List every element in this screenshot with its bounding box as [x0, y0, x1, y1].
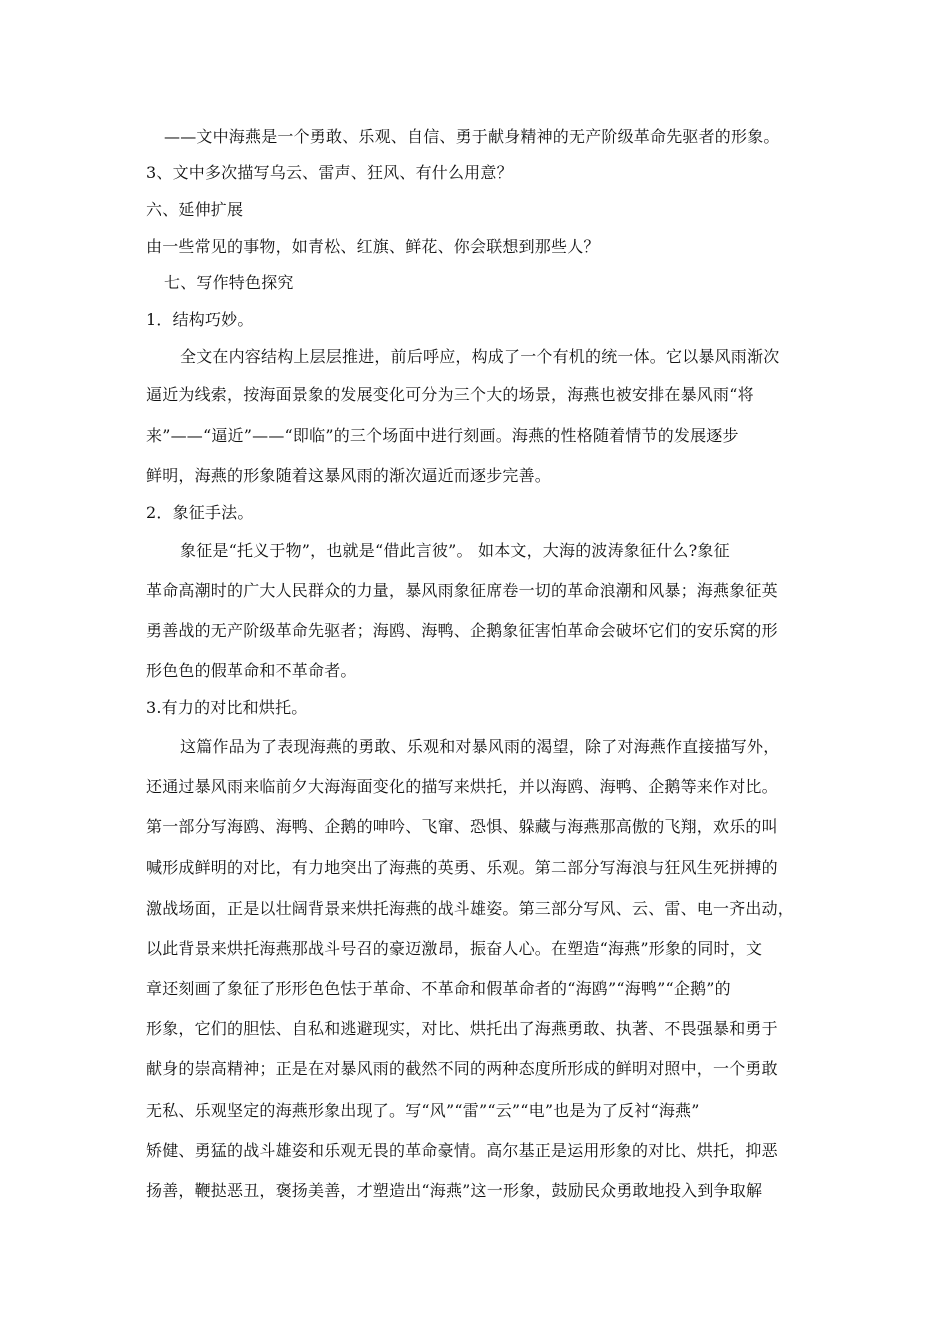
question-line: 3、文中多次描写乌云、雷声、狂风、有什么用意？ — [146, 163, 513, 182]
text-line: 由一些常见的事物，如青松、红旗、鲜花、你会联想到那些人？ — [146, 237, 600, 256]
subheading: 2．象征手法。 — [146, 503, 254, 522]
paragraph-line: 还通过暴风雨来临前夕大海海面变化的描写来烘托，并以海鸥、海鸭、企鹅等来作对比。 — [146, 777, 778, 796]
paragraph-line: 全文在内容结构上层层推进，前后呼应，构成了一个有机的统一体。它以暴风雨渐次 — [180, 347, 780, 366]
paragraph-line: 无私、乐观坚定的海燕形象出现了。写“风”“雷”“云”“电”也是为了反衬“海燕” — [146, 1101, 700, 1120]
paragraph-line: 形色色的假革命和不革命者。 — [146, 661, 357, 680]
section-heading: 六、延伸扩展 — [146, 200, 244, 219]
paragraph-line: 以此背景来烘托海燕那战斗号召的豪迈激昂，振奋人心。在塑造“海燕”形象的同时，文 — [146, 939, 763, 958]
paragraph-line: 扬善，鞭挞恶丑，褒扬美善，才塑造出“海燕”这一形象，鼓励民众勇敢地投入到争取解 — [146, 1181, 763, 1200]
paragraph-line: 激战场面，正是以壮阔背景来烘托海燕的战斗雄姿。第三部分写风、云、雷、电一齐出动， — [146, 899, 795, 918]
section-heading: 七、写作特色探究 — [164, 273, 294, 292]
paragraph-line: 逼近为线索，按海面景象的发展变化可分为三个大的场景，海燕也被安排在暴风雨“将 — [146, 385, 754, 404]
paragraph-line: 献身的崇高精神；正是在对暴风雨的截然不同的两种态度所形成的鲜明对照中，一个勇敢 — [146, 1059, 778, 1078]
subheading: 3.有力的对比和烘托。 — [146, 698, 308, 717]
paragraph-line: 鲜明，海燕的形象随着这暴风雨的渐次逼近而逐步完善。 — [146, 466, 552, 485]
paragraph-line: 矫健、勇猛的战斗雄姿和乐观无畏的革命豪情。高尔基正是运用形象的对比、烘托，抑恶 — [146, 1141, 778, 1160]
paragraph-line: 这篇作品为了表现海燕的勇敢、乐观和对暴风雨的渴望，除了对海燕作直接描写外， — [180, 737, 780, 756]
text-line: ——文中海燕是一个勇敢、乐观、自信、勇于献身精神的无产阶级革命先驱者的形象。 — [164, 127, 780, 146]
paragraph-line: 第一部分写海鸥、海鸭、企鹅的呻吟、飞窜、恐惧、躲藏与海燕那高傲的飞翔，欢乐的叫 — [146, 817, 778, 836]
paragraph-line: 勇善战的无产阶级革命先驱者；海鸥、海鸭、企鹅象征害怕革命会破坏它们的安乐窝的形 — [146, 621, 778, 640]
paragraph-line: 章还刻画了象征了形形色色怯于革命、不革命和假革命者的“海鸥”“海鸭”“企鹅”的 — [146, 979, 731, 998]
paragraph-line: 来”——“逼近”——“即临”的三个场面中进行刻画。海燕的性格随着情节的发展逐步 — [146, 426, 739, 445]
paragraph-line: 象征是“托义于物”，也就是“借此言彼”。 如本文，大海的波涛象征什么?象征 — [180, 541, 730, 560]
paragraph-line: 形象，它们的胆怯、自私和逃避现实，对比、烘托出了海燕勇敢、执著、不畏强暴和勇于 — [146, 1019, 778, 1038]
paragraph-line: 喊形成鲜明的对比，有力地突出了海燕的英勇、乐观。第二部分写海浪与狂风生死拼搏的 — [146, 858, 778, 877]
subheading: 1．结构巧妙。 — [146, 310, 254, 329]
paragraph-line: 革命高潮时的广大人民群众的力量，暴风雨象征席卷一切的革命浪潮和风暴；海燕象征英 — [146, 581, 778, 600]
